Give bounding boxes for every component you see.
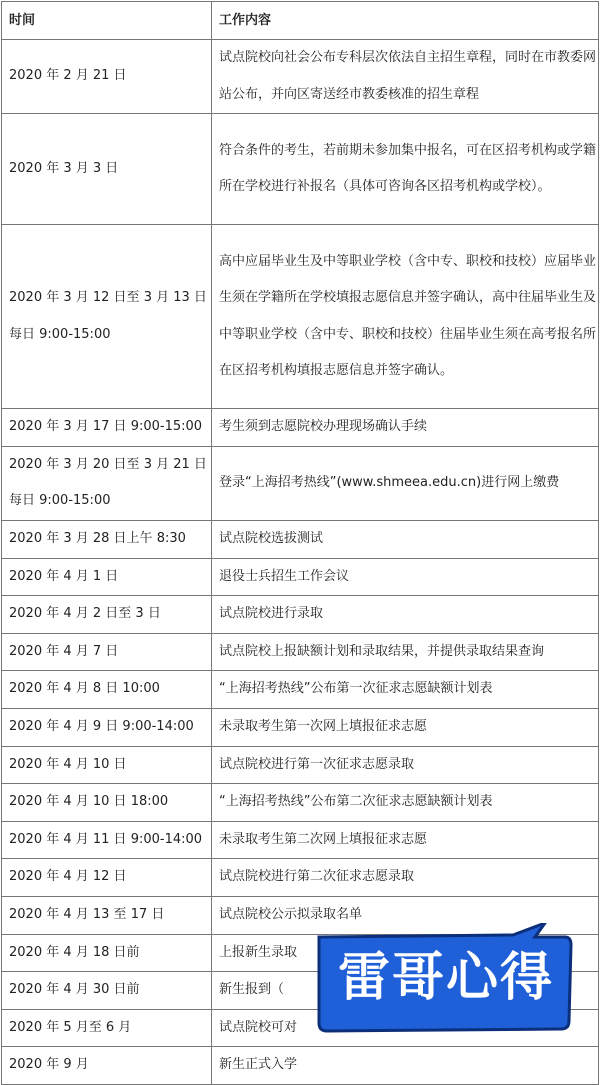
cell-content: 高中应届毕业生及中等职业学校（含中专、职校和技校）应届毕业生须在学籍所在学校填报志愿信息并签字确认，高中往届毕业生及中等职业学校（含中专、职校和技校）往届毕业生须在高考报名所在区招考机构填报志愿信息并签字确认。	[212, 225, 599, 409]
table-row	[2, 821, 599, 859]
cell-content: 试点院校向社会公布专科层次依法自主招生章程，同时在市教委网站公布，并向区寄送经市教委核准的招生章程	[212, 40, 599, 114]
cell-time: 2020 年 4 月 2 日至 3 日	[2, 596, 212, 634]
cell-time: 2020 年 3 月 20 日至 3 月 21 日每日 9:00-15:00	[2, 446, 212, 520]
cell-content: 试点院校上报缺额计划和录取结果，并提供录取结果查询	[212, 633, 599, 671]
cell-time: 2020 年 4 月 12 日	[2, 859, 212, 897]
cell-content: 退役士兵招生工作会议	[212, 558, 599, 596]
cell-content: 试点院校公示拟录取名单	[212, 896, 599, 934]
cell-content: “上海招考热线”公布第二次征求志愿缺额计划表	[212, 784, 599, 822]
cell-time: 2020 年 4 月 11 日 9:00-14:00	[2, 821, 212, 859]
table-row	[2, 520, 599, 558]
cell-time: 2020 年 3 月 17 日 9:00-15:00	[2, 409, 212, 447]
cell-content: 试点院校进行第二次征求志愿录取	[212, 859, 599, 897]
cell-time: 2020 年 9 月	[2, 1047, 212, 1085]
cell-time: 2020 年 4 月 10 日	[2, 746, 212, 784]
cell-time: 2020 年 4 月 1 日	[2, 558, 212, 596]
cell-time: 2020 年 3 月 28 日上午 8:30	[2, 520, 212, 558]
cell-content: “上海招考热线”公布第一次征求志愿缺额计划表	[212, 671, 599, 709]
cell-time: 2020 年 4 月 8 日 10:00	[2, 671, 212, 709]
cell-time: 2020 年 3 月 12 日至 3 月 13 日每日 9:00-15:00	[2, 225, 212, 409]
cell-content: 试点院校进行第一次征求志愿录取	[212, 746, 599, 784]
cell-time: 2020 年 4 月 10 日 18:00	[2, 784, 212, 822]
cell-content: 未录取考生第一次网上填报征求志愿	[212, 708, 599, 746]
cell-time: 2020 年 4 月 30 日前	[2, 972, 212, 1010]
table-row	[2, 1047, 599, 1085]
cell-time: 2020 年 4 月 7 日	[2, 633, 212, 671]
cell-time: 2020 年 3 月 3 日	[2, 114, 212, 225]
table-row	[2, 446, 599, 520]
table-row	[2, 633, 599, 671]
table-row	[2, 40, 599, 114]
cell-content: 新生报到（	[212, 972, 599, 1010]
cell-content: 符合条件的考生，若前期未参加集中报名，可在区招考机构或学籍所在学校进行补报名（具体可咨询各区招考机构或学校）。	[212, 114, 599, 225]
cell-time: 2020 年 4 月 13 至 17 日	[2, 896, 212, 934]
table-row	[2, 409, 599, 447]
table-row	[2, 859, 599, 897]
cell-content: 考生须到志愿院校办理现场确认手续	[212, 409, 599, 447]
table-row	[2, 225, 599, 409]
cell-time: 2020 年 2 月 21 日	[2, 40, 212, 114]
table-row	[2, 708, 599, 746]
table-row	[2, 784, 599, 822]
table-row	[2, 558, 599, 596]
table-header-row	[2, 2, 599, 40]
table-row	[2, 671, 599, 709]
cell-content: 未录取考生第二次网上填报征求志愿	[212, 821, 599, 859]
cell-content: 新生正式入学	[212, 1047, 599, 1085]
table-row	[2, 596, 599, 634]
cell-content: 试点院校可对	[212, 1009, 599, 1047]
watermark-badge	[313, 923, 575, 1035]
table-row	[2, 114, 599, 225]
cell-time: 2020 年 5 月至 6 月	[2, 1009, 212, 1047]
watermark-text: 雷哥心得	[337, 948, 554, 1008]
cell-content: 试点院校选拔测试	[212, 520, 599, 558]
cell-content: 试点院校进行录取	[212, 596, 599, 634]
header-content: 工作内容	[212, 2, 599, 40]
cell-content: 上报新生录取	[212, 934, 599, 972]
header-time: 时间	[2, 2, 212, 40]
cell-time: 2020 年 4 月 9 日 9:00-14:00	[2, 708, 212, 746]
cell-content: 登录“上海招考热线”(www.shmeea.edu.cn)进行网上缴费	[212, 446, 599, 520]
table-row	[2, 746, 599, 784]
cell-time: 2020 年 4 月 18 日前	[2, 934, 212, 972]
